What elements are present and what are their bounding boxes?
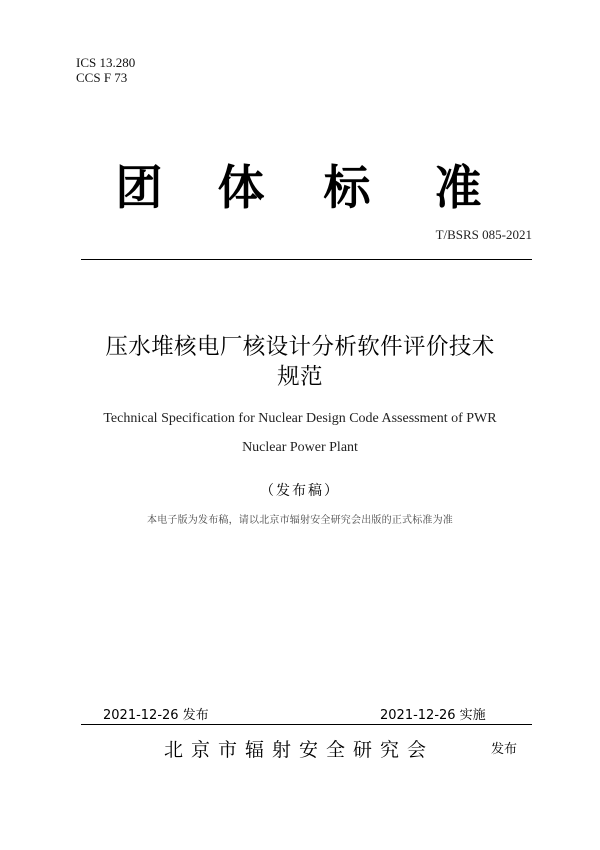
ccs-code: CCS F 73: [76, 69, 128, 85]
standard-number: T/BSRS 085-2021: [435, 227, 532, 242]
heading-char-3: 标: [323, 161, 371, 216]
implementation-date: 2021-12-26 实施: [380, 708, 486, 723]
electronic-version-notice: 本电子版为发布稿，请以北京市辐射安全研究会出版的正式标准为准: [147, 515, 453, 526]
chinese-title-line-1: 压水堆核电厂核设计分析软件评价技术: [105, 334, 495, 360]
draft-status: （发布稿）: [260, 483, 340, 499]
english-title-line-2: Nuclear Power Plant: [242, 440, 358, 455]
classification-codes: [76, 56, 135, 85]
top-divider: [81, 259, 532, 260]
heading-char-4: 准: [434, 161, 482, 216]
chinese-title-line-2: 规范: [277, 364, 323, 390]
issue-date: 2021-12-26 发布: [103, 708, 209, 723]
publisher-name: 北京市辐射安全研究会: [164, 739, 435, 761]
heading-char-2: 体: [217, 161, 265, 216]
document-type-heading: [0, 160, 600, 220]
publisher-suffix: 发布: [491, 742, 518, 757]
ics-code: ICS 13.280: [76, 55, 136, 70]
heading-char-1: 团: [115, 161, 163, 216]
bottom-divider: [81, 724, 532, 725]
english-title-line-1: Technical Specification for Nuclear Design Code Assessment of PWR: [103, 411, 497, 426]
